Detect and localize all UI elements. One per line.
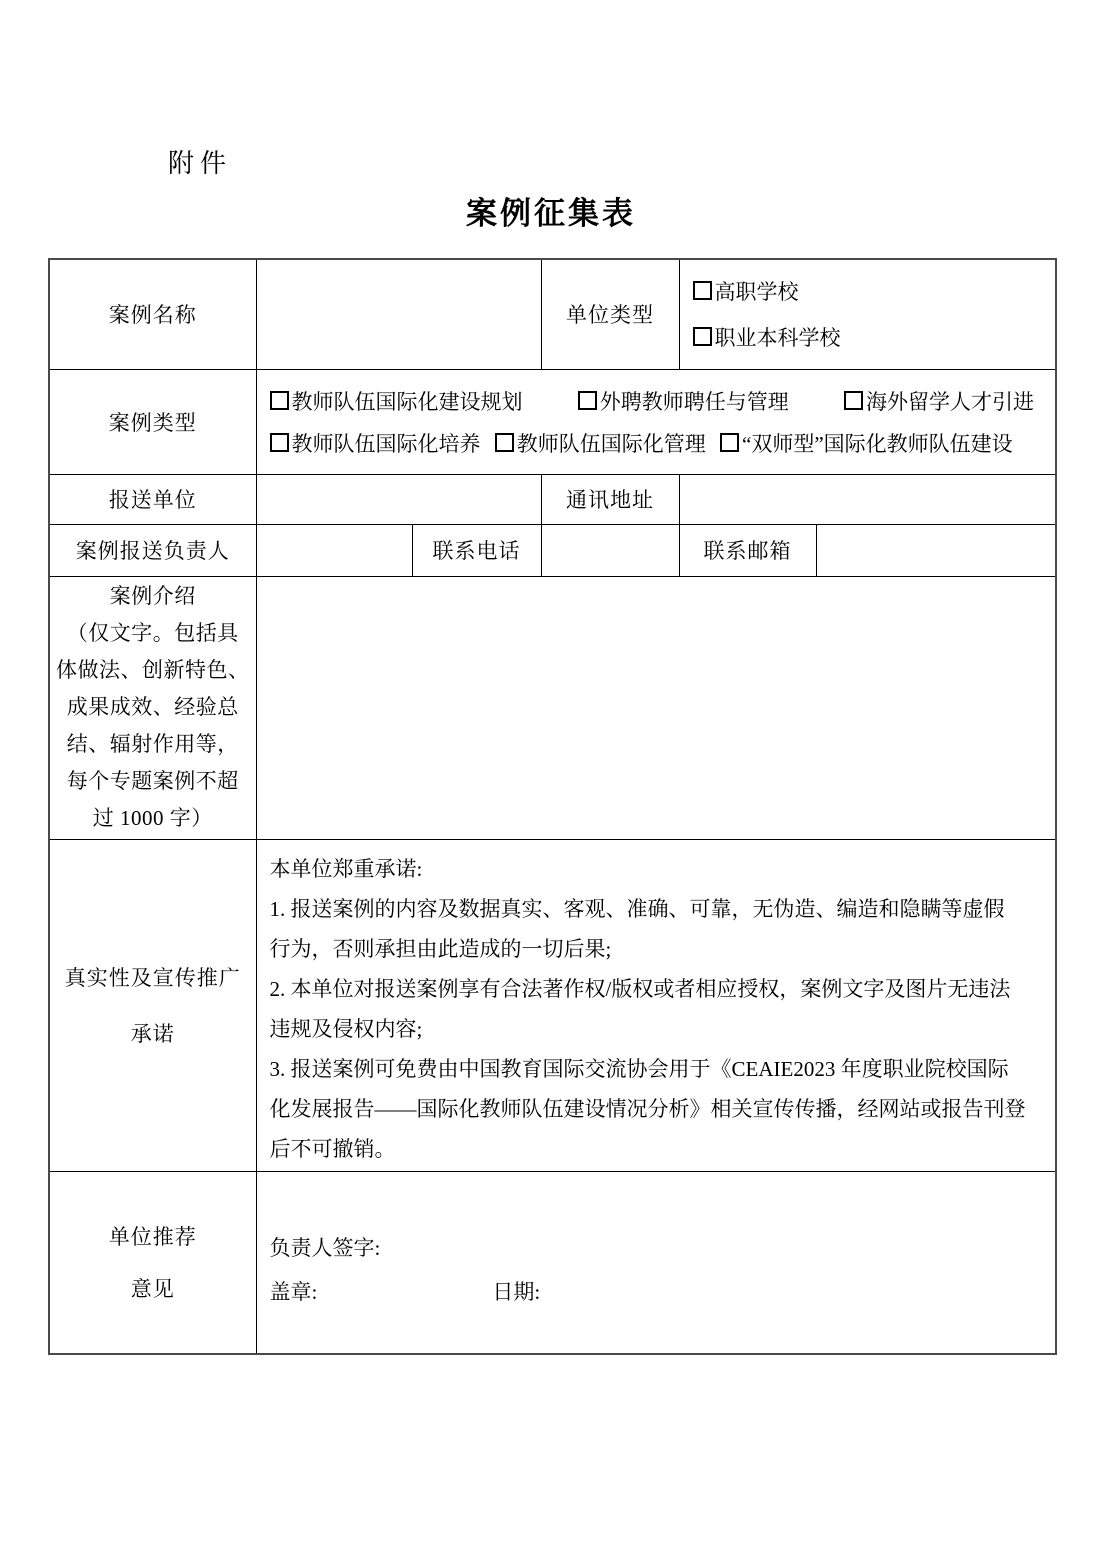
- intro-label-line: 每个专题案例不超: [66, 769, 239, 793]
- option-label: 海外留学人才引进: [866, 389, 1034, 414]
- case-type-option-training: [270, 432, 481, 456]
- case-type-options-cell: [256, 369, 1056, 474]
- checkbox-icon[interactable]: [720, 433, 739, 452]
- row-recommendation: [49, 1171, 1056, 1354]
- phone-input-cell[interactable]: [541, 524, 679, 576]
- row-commitment: [49, 839, 1056, 1171]
- address-input-cell[interactable]: [679, 474, 1056, 524]
- case-intro-input-cell[interactable]: [256, 576, 1056, 839]
- commitment-text-line: 本单位郑重承诺:: [269, 857, 423, 881]
- recommendation-label: [49, 1171, 256, 1354]
- unit-type-options-cell: [679, 259, 1056, 369]
- submit-unit-label: 报送单位: [49, 474, 256, 524]
- case-type-option-management: [495, 432, 706, 456]
- option-label: 教师队伍国际化管理: [516, 431, 706, 456]
- case-type-option-dual-qualified: [720, 432, 1013, 456]
- checkbox-icon[interactable]: [270, 433, 289, 452]
- row-case-name: [49, 259, 1056, 369]
- row-contact: [49, 524, 1056, 576]
- email-label: 联系邮箱: [679, 524, 816, 576]
- recommendation-label-line: 意见: [130, 1277, 175, 1302]
- case-type-option-overseas-talent: [844, 390, 1034, 414]
- row-case-type: [49, 369, 1056, 474]
- unit-type-label: 单位类型: [541, 259, 679, 369]
- option-label: 外聘教师聘任与管理: [599, 389, 789, 414]
- submit-unit-input-cell[interactable]: [256, 474, 541, 524]
- commitment-text-line: 1. 报送案例的内容及数据真实、客观、准确、可靠，无伪造、编造和隐瞒等虚假: [269, 897, 1005, 921]
- attachment-label: 附件: [168, 149, 233, 178]
- contact-person-input-cell[interactable]: [256, 524, 412, 576]
- commitment-text-line: 2. 本单位对报送案例享有合法著作权/版权或者相应授权，案例文字及图片无违法: [269, 977, 1011, 1001]
- case-collection-table: [48, 258, 1057, 1355]
- email-input-cell[interactable]: [816, 524, 1056, 576]
- case-name-input-cell[interactable]: [256, 259, 541, 369]
- option-label: 教师队伍国际化建设规划: [291, 389, 523, 414]
- phone-label: 联系电话: [412, 524, 541, 576]
- intro-label-line: 体做法、创新特色、: [56, 658, 250, 682]
- case-name-label: 案例名称: [49, 259, 256, 369]
- recommendation-label-line: 单位推荐: [108, 1225, 197, 1250]
- commitment-text-line: 违规及侵权内容;: [269, 1017, 423, 1041]
- checkbox-icon[interactable]: [844, 391, 863, 410]
- option-label: 高职学校: [714, 280, 799, 305]
- seal-date-line: [270, 1276, 1056, 1306]
- option-label: 职业本科学校: [714, 326, 841, 351]
- intro-label-line: 成果成效、经验总: [66, 695, 239, 719]
- contact-person-label: 案例报送负责人: [49, 524, 256, 576]
- commitment-label-line: 真实性及宣传推广: [64, 966, 241, 990]
- checkbox-icon[interactable]: [693, 327, 712, 346]
- row-submit-unit: [49, 474, 1056, 524]
- case-type-option-hiring: [578, 390, 789, 414]
- case-type-label: 案例类型: [49, 369, 256, 474]
- date-label: 日期:: [492, 1280, 541, 1305]
- page-title: 案例征集表: [466, 196, 636, 231]
- checkbox-icon[interactable]: [495, 433, 514, 452]
- commitment-text-line: 化发展报告——国际化教师队伍建设情况分析》相关宣传传播，经网站或报告刊登: [269, 1097, 1026, 1121]
- address-label: 通讯地址: [541, 474, 679, 524]
- intro-label-line: （仅文字。包括具: [66, 621, 239, 645]
- checkbox-icon[interactable]: [270, 391, 289, 410]
- commitment-label-line: 承诺: [130, 1022, 175, 1046]
- case-intro-label: [49, 576, 256, 839]
- option-label: 教师队伍国际化培养: [291, 431, 481, 456]
- intro-label-line: 案例介绍: [109, 584, 196, 608]
- intro-label-line: 结、辐射作用等，: [66, 732, 239, 756]
- unit-type-option-vocational-undergraduate: [693, 322, 1056, 352]
- unit-type-option-vocational-college: [693, 276, 1056, 306]
- sign-label: 负责人签字:: [269, 1236, 381, 1261]
- commitment-text-line: 行为，否则承担由此造成的一切后果;: [269, 937, 612, 961]
- commitment-label: [49, 839, 256, 1171]
- checkbox-icon[interactable]: [693, 281, 712, 300]
- case-type-options-line1: [270, 386, 1056, 416]
- commitment-text-line: 3. 报送案例可免费由中国教育国际交流协会用于《CEAIE2023 年度职业院校国际: [269, 1057, 1009, 1081]
- seal-label: 盖章:: [269, 1280, 318, 1305]
- case-type-options-line2: [270, 428, 1056, 458]
- row-case-intro: [49, 576, 1056, 839]
- recommendation-sign-cell[interactable]: [256, 1171, 1056, 1354]
- option-label: “双师型”国际化教师队伍建设: [742, 431, 1013, 456]
- commitment-text-cell: [256, 839, 1056, 1171]
- commitment-text-line: 后不可撤销。: [269, 1137, 396, 1161]
- checkbox-icon[interactable]: [578, 391, 597, 410]
- case-type-option-planning: [270, 390, 523, 414]
- intro-label-line: 过 1000 字）: [92, 806, 213, 830]
